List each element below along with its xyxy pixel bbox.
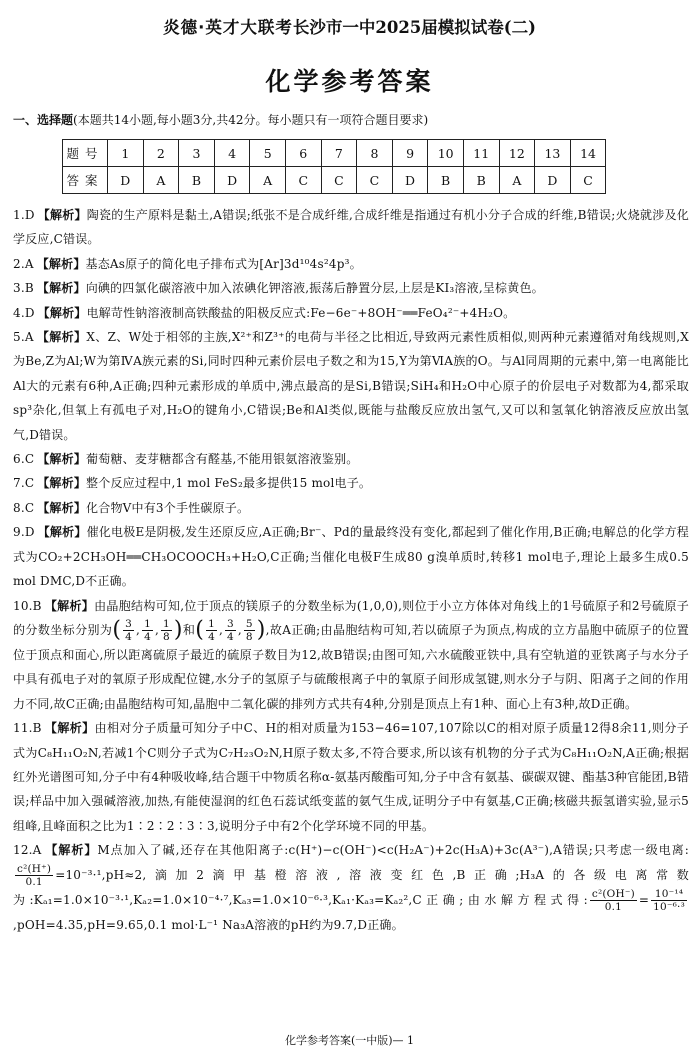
explanation-item-6 bbox=[13, 447, 689, 471]
analysis-tag: 【解析】 bbox=[37, 525, 87, 540]
analysis-tag: 【解析】 bbox=[37, 476, 87, 491]
fraction-kw-ka: $\frac{\text{10⁻¹⁴}}{\text{10⁻⁶·³}}$ bbox=[653, 887, 685, 913]
item-number: 3.B bbox=[13, 281, 34, 296]
item-number: 11.B bbox=[13, 721, 42, 736]
answer-cell: A bbox=[250, 167, 286, 194]
question-number-cell: 9 bbox=[392, 140, 428, 167]
item-text-cont: ,故A正确;由晶胞结构可知,若以硫原子为顶点,构成的立方晶胞中硫原子的位置位于顶点和面心,所以距离硫原子最近的硫原子数目为12,故B错误;由图可知,六水硫酸亚铁中,具有空轨道的亚铁离子与水分子中具有孤电子对的氧原子形成配位键,水分子的氢原子与硫酸根离子中的氧原子间形成氢键,则水分子与阴、阳离子之间的作用力不同,故C正确;由晶胞结构可知,晶胞中二氧化碳的排列方式共有4种,分别是顶点上有1种、面心上有3种,故D正确。 bbox=[13, 622, 689, 711]
coord-fraction: $\frac{1}{4}$ bbox=[208, 617, 215, 643]
question-number-cell: 14 bbox=[570, 140, 606, 167]
question-number-cell: 10 bbox=[428, 140, 464, 167]
item-number: 10.B bbox=[13, 598, 42, 613]
analysis-tag: 【解析】 bbox=[37, 208, 87, 222]
question-number-cell: 7 bbox=[321, 140, 357, 167]
question-number-cell: 13 bbox=[535, 140, 571, 167]
brand-name: 炎德·英才大联考 bbox=[163, 18, 293, 37]
coord-fraction: $\frac{5}{8}$ bbox=[245, 617, 253, 643]
answer-cell: C bbox=[570, 167, 606, 194]
item-text: 由相对分子质量可知分子中C、H的相对质量为153−46=107,107除以C的相对原子质量12得8余11,则分子式为C₈H₁₁O₂N,若减1个C则分子式为C₇H₂₃O₂N,H原子数太多,不符合要求,所以该有机物的分子式为C₈H₁₁O₂N,A正确;根据红外光谱图可知,分子中有4种吸收峰,结合题干中物质名称α-氨基丙酸酯可知,分子中含有氨基、碳碳双键、酯基3种官能团,B错误;样品中加入强碱溶液,加热,有能使湿润的红色石蕊试纸变蓝的氨气生成,证明分子中有氨基,C正确;核磁共振氢谱实验,显示5组峰,且峰面积之比为1∶2∶2∶3∶3,说明分子中有2个化学环境不同的甲基。 bbox=[13, 721, 689, 833]
explanation-item-4 bbox=[13, 301, 689, 325]
row-label-number: 题号 bbox=[63, 140, 108, 167]
explanation-item-7 bbox=[13, 471, 689, 495]
answer-cell: B bbox=[463, 167, 499, 194]
answer-cell: D bbox=[392, 167, 428, 194]
answer-cell: A bbox=[143, 167, 179, 194]
question-number-row bbox=[63, 140, 606, 167]
coord-fraction: $\frac{3}{4}$ bbox=[227, 617, 234, 643]
answer-cell: C bbox=[285, 167, 321, 194]
question-number-cell: 6 bbox=[285, 140, 321, 167]
answer-cell: D bbox=[535, 167, 571, 194]
analysis-tag: 【解析】 bbox=[37, 452, 87, 467]
analysis-tag: 【解析】 bbox=[44, 721, 95, 736]
page-footer: 化学参考答案(一中版)— 1 bbox=[284, 1034, 415, 1047]
explanation-item-12 bbox=[13, 838, 689, 937]
section-heading bbox=[13, 111, 428, 128]
explanation-item-5 bbox=[13, 325, 689, 447]
item-text-cont: =10⁻³·¹,pH≈2,滴加2滴甲基橙溶液,溶液变红色,B正确;H₃A的各级电离常数为:Kₐ₁=1.0×10⁻³·¹,Kₐ₂=1.0×10⁻⁴·⁷,Kₐ₃=1.0×10⁻⁶·³,Kₐ₁·Kₐ₃=Kₐ₂²,C正确;由水解方程式得: bbox=[13, 867, 689, 907]
item-text: M点加入了碱,还存在其他阳离子:c(H⁺)−c(OH⁻)<c(H₂A⁻)+2c(H₃A)+3c(A³⁻),A错误;只考虑一级电离: bbox=[97, 843, 689, 858]
answer-cell: C bbox=[357, 167, 393, 194]
explanation-item-8 bbox=[13, 496, 689, 520]
row-label-answer: 答案 bbox=[63, 167, 108, 194]
analysis-tag: 【解析】 bbox=[36, 281, 86, 296]
explanation-item-2 bbox=[13, 252, 689, 276]
explanation-item-3 bbox=[13, 276, 689, 300]
item-text: 基态As原子的简化电子排布式为[Ar]3d¹⁰4s²4p³。 bbox=[85, 256, 362, 271]
question-number-cell: 1 bbox=[108, 140, 144, 167]
coord-fraction: $\frac{1}{4}$ bbox=[144, 617, 151, 643]
explanation-item-1 bbox=[13, 203, 689, 252]
item-text: 陶瓷的生产原料是黏土,A错误;纸张不是合成纤维,合成纤维是指通过有机小分子合成的纤维,B错误;火烧就涉及化学反应,C错误。 bbox=[13, 208, 689, 247]
item-text: X、Z、W处于相邻的主族,X²⁺和Z³⁺的电荷与半径之比相近,导致两元素性质相似,则两种元素遵循对角线规则,X为Be,Z为Al;W为第ⅣA族元素的Si,同时四种元素价层电子数之和为15,Y为第ⅥA族的O。与Al同周期的元素中,第一电离能比Al大的元素有6种,A正确;四种元素形成的单质中,沸点最高的是Si,B错误;SiH₄和H₂O中心原子的价层电子对数都为4,都采取sp³杂化,但氧上有孤电子对,H₂O的键角小,C错误;Be和Al类似,既能与盐酸反应放出氢气,又可以和氢氧化钠溶液反应放出氢气,D错误。 bbox=[13, 330, 689, 442]
analysis-tag: 【解析】 bbox=[37, 305, 87, 320]
coord-fraction: $\frac{3}{4}$ bbox=[125, 617, 133, 643]
explanation-item-10: 10.B 【解析】由晶胞结构可知,位于顶点的镁原子的分数坐标为(1,0,0),则位于小立方体体对角线上的1号硫原子和2号硫原子的分数坐标分别为( $\frac{3}{4}$ , $\frac{1}{4}$ , $\frac{1}{8}$ )和( $\frac{1}{4}$ , $\frac{3}{4}$ , $\frac{5}{8}$ ),故A正确;由晶胞结构可知,若以硫原子为顶点,构成的立方晶胞中硫原子的位置位于顶点和面心,所以距离硫原子最近的硫原子数目为12,故B错误;由图可知,六水硫酸亚铁中,具有空轨道的亚铁离子与水分子中具有孤电子对的氧原子形成配位键,水分子的氢原子与硫酸根离子中的氧原子间形成氢键,则水分子与阴、阳离子之间的作用力不同,故C正确;由晶胞结构可知,晶胞中二氧化碳的排列方式共有4种,分别是顶点上有1种、面心上有3种,故D正确。 bbox=[13, 598, 689, 711]
item-number: 7.C bbox=[13, 476, 35, 491]
analysis-tag: 【解析】 bbox=[44, 598, 95, 613]
item-number: 2.A bbox=[13, 256, 34, 271]
exam-header bbox=[0, 14, 699, 38]
question-number-cell: 5 bbox=[250, 140, 286, 167]
coord-fraction: $\frac{1}{8}$ bbox=[162, 617, 170, 643]
item-text: 化合物Ⅴ中有3个手性碳原子。 bbox=[86, 500, 250, 515]
item-number: 1.D bbox=[13, 208, 35, 222]
analysis-tag: 【解析】 bbox=[44, 843, 98, 858]
answer-cell: B bbox=[179, 167, 215, 194]
question-number-cell: 8 bbox=[357, 140, 393, 167]
question-number-cell: 11 bbox=[463, 140, 499, 167]
item-number: 6.C bbox=[13, 452, 35, 467]
fraction-oh-ion: $\frac{\text{c²(OH⁻)}}{0.1}$ bbox=[591, 887, 635, 913]
answer-cell: C bbox=[321, 167, 357, 194]
answer-cell: A bbox=[499, 167, 535, 194]
explanation-item-9 bbox=[13, 520, 689, 593]
answer-cell: B bbox=[428, 167, 464, 194]
question-number-cell: 4 bbox=[214, 140, 250, 167]
analysis-tag: 【解析】 bbox=[37, 500, 87, 515]
equals-sign: = bbox=[638, 892, 650, 907]
item-text: 整个反应过程中,1 mol FeS₂最多提供15 mol电子。 bbox=[86, 476, 372, 491]
analysis-tag: 【解析】 bbox=[36, 330, 87, 345]
question-number-cell: 2 bbox=[143, 140, 179, 167]
item-text: 向碘的四氯化碳溶液中加入浓碘化钾溶液,振荡后静置分层,上层是KI₃溶液,呈棕黄色。 bbox=[85, 281, 544, 296]
item-text: 催化电极E是阴极,发生还原反应,A正确;Br⁻、Pd的量最终没有变化,都起到了催化作用,B正确;电解总的化学方程式为CO₂+2CH₃OH══CH₃OCOOCH₃+H₂O,C正确;当催化电极F生成80 g溴单质时,转移1 mol电子,理论上最多生成0.5 mol DMC,D不正确。 bbox=[13, 525, 689, 589]
explanation-item-11 bbox=[13, 716, 689, 838]
conjunction: 和 bbox=[182, 622, 196, 637]
section-note: (本题共14小题,每小题3分,共42分。每小题只有一项符合题目要求) bbox=[73, 113, 429, 127]
item-text-end: ,pOH=4.35,pH=9.65,0.1 mol·L⁻¹ Na₃A溶液的pH约为9.7,D正确。 bbox=[13, 917, 404, 932]
question-number-cell: 3 bbox=[179, 140, 215, 167]
analysis-tag: 【解析】 bbox=[36, 256, 86, 271]
answer-row bbox=[63, 167, 606, 194]
fraction-h-ion: $\frac{\text{c²(H⁺)}}{0.1}$ bbox=[17, 862, 52, 888]
item-text: 电解苛性钠溶液制高铁酸盐的阳极反应式:Fe−6e⁻+8OH⁻══FeO₄²⁻+4H₂O。 bbox=[86, 305, 516, 320]
item-number: 4.D bbox=[13, 305, 35, 320]
item-number: 8.C bbox=[13, 500, 35, 515]
page-title: 化学参考答案 bbox=[265, 67, 434, 96]
section-label: 一、选择题 bbox=[13, 113, 74, 127]
answer-cell: D bbox=[108, 167, 144, 194]
item-number: 5.A bbox=[13, 330, 34, 345]
item-number: 12.A bbox=[13, 843, 42, 858]
school-exam-name: 长沙市一中2025届模拟试卷(二) bbox=[292, 18, 536, 37]
item-number: 9.D bbox=[13, 525, 35, 540]
item-text: 由晶胞结构可知,位于顶点的镁原子的分数坐标为(1,0,0),则位于小立方体体对角线上的1号硫原子和2号硫原子的分数坐标分别为 bbox=[13, 598, 689, 637]
answer-cell: D bbox=[214, 167, 250, 194]
explanations-list bbox=[13, 203, 689, 937]
question-number-cell: 12 bbox=[499, 140, 535, 167]
item-text: 葡萄糖、麦芽糖都含有醛基,不能用银氨溶液鉴别。 bbox=[86, 452, 359, 467]
answer-table bbox=[62, 139, 606, 194]
